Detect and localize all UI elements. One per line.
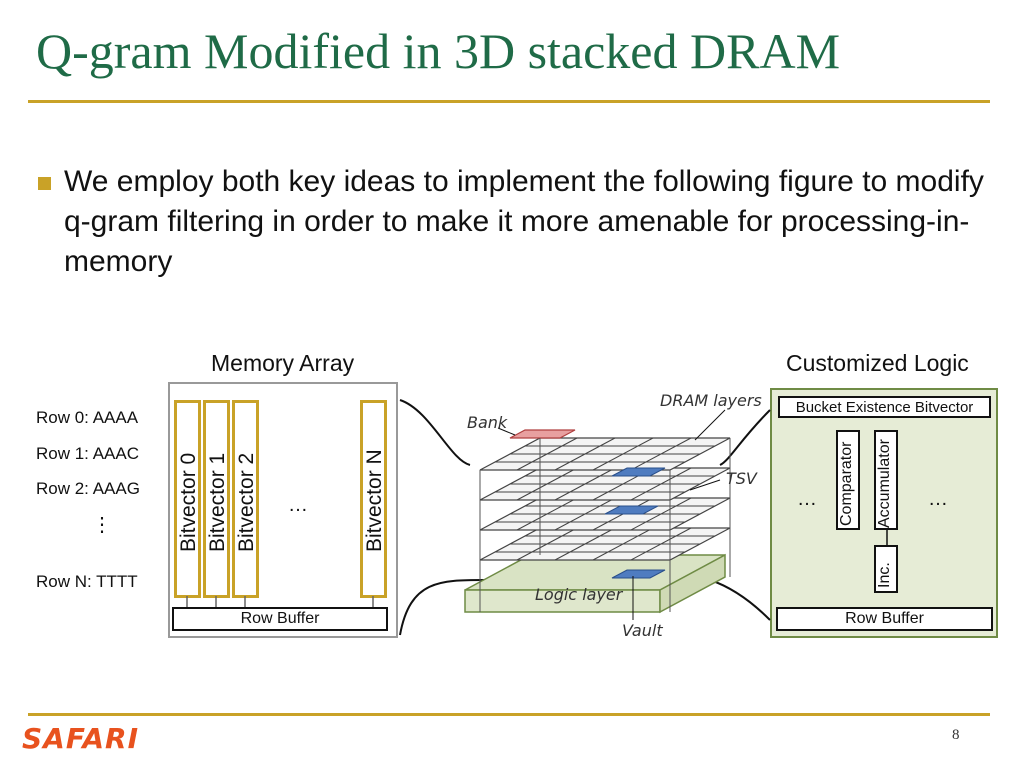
bullet-text: We employ both key ideas to implement the following figure to modify q-gram filtering in order to make it more amenable for processing-in-memory [64,165,984,278]
row-label-0: Row 0: AAAA [36,408,139,427]
row-label-2: Row 2: AAAG [36,479,140,498]
logic-row-buffer: Row Buffer [776,607,993,631]
dram-layers-label: DRAM layers [660,391,762,410]
tsv-label: TSV [726,469,757,488]
row-label-n: Row N: TTTT [36,572,138,591]
memory-row-buffer: Row Buffer [172,607,388,631]
page-number: 8 [952,727,960,743]
row-label-1: Row 1: AAAC [36,444,139,463]
zoom-curve-left-top [400,400,470,465]
slide-title: Q-gram Modified in 3D stacked DRAM [36,23,841,79]
accumulator-inc-connector [874,530,900,546]
inc-label: Inc. [876,562,893,588]
accumulator-label: Accumulator [876,439,893,528]
bank-label: Bank [467,413,508,432]
logic-ellipsis-right: … [928,488,948,510]
dram-stack-diagram [390,380,780,645]
customized-logic-heading: Customized Logic [786,350,969,376]
bitvector-0-label: Bitvector 0 [177,452,200,552]
zoom-curve-right-bottom [710,580,770,620]
logic-ellipsis-left: … [797,488,817,510]
bitvector-ellipsis: … [288,494,308,516]
comparator-label: Comparator [838,441,855,526]
bitvector-n-label: Bitvector N [363,449,386,552]
bucket-existence-bitvector: Bucket Existence Bitvector [778,396,991,418]
safari-logo: SAFARI [22,722,140,755]
dram-layer-1 [480,438,730,470]
vault-label: Vault [622,621,663,640]
bullet-marker [38,177,51,190]
footer-divider [28,713,990,716]
row-label-ellipsis: ⋮ [92,514,112,536]
dram-layers-pointer [695,410,725,440]
dram-layer-2 [480,468,730,500]
bitvector-2-label: Bitvector 2 [235,452,258,552]
bank-highlight [510,430,575,438]
title-divider [28,100,990,103]
bitvector-1-label: Bitvector 1 [206,452,229,552]
logic-layer-label: Logic layer [535,585,623,604]
memory-array-heading: Memory Array [211,350,355,376]
